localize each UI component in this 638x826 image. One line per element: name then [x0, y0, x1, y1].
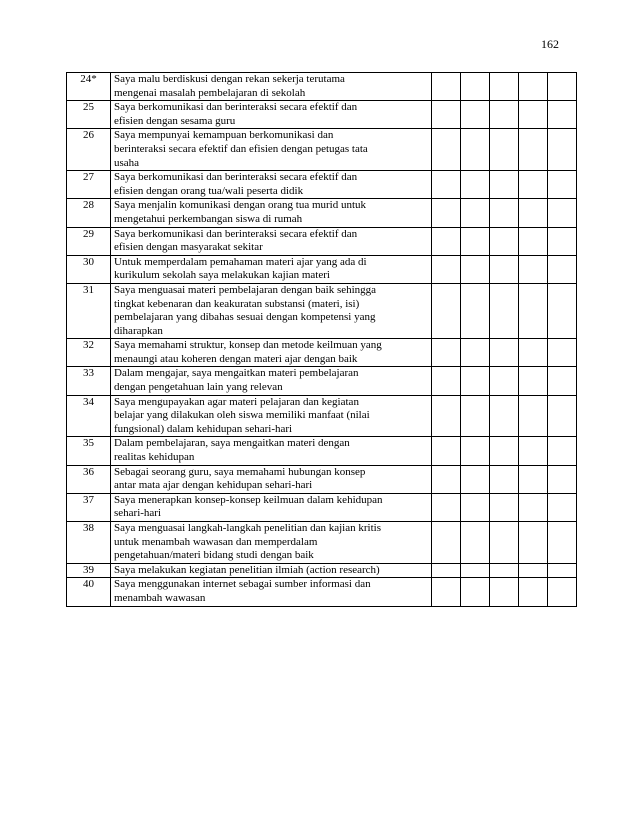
questionnaire-table	[66, 72, 577, 607]
response-cell[interactable]	[461, 255, 490, 283]
response-cell[interactable]	[461, 227, 490, 255]
item-statement	[111, 437, 432, 465]
response-cell[interactable]	[548, 578, 577, 606]
response-cell[interactable]	[519, 339, 548, 367]
statement-line: Saya berkomunikasi dan berinteraksi secara efektif dan	[114, 171, 358, 184]
statement-line: antar mata ajar dengan kehidupan sehari-hari	[114, 479, 313, 492]
response-cell[interactable]	[490, 101, 519, 129]
response-cell[interactable]	[519, 199, 548, 227]
item-statement	[111, 73, 432, 101]
table-row	[67, 129, 577, 171]
statement-line: Untuk memperdalam pemahaman materi ajar yang ada di	[114, 255, 367, 268]
statement-line: realitas kehidupan	[114, 451, 195, 464]
response-cell[interactable]	[461, 129, 490, 171]
item-number: 30	[67, 255, 111, 283]
response-cell[interactable]	[490, 395, 519, 437]
response-cell[interactable]	[519, 255, 548, 283]
response-cell[interactable]	[432, 437, 461, 465]
item-statement	[111, 171, 432, 199]
response-cell[interactable]	[432, 283, 461, 338]
statement-line: berinteraksi secara efektif dan efisien dengan petugas tata	[114, 142, 368, 155]
table-row	[67, 493, 577, 521]
response-cell[interactable]	[519, 367, 548, 395]
table-row	[67, 465, 577, 493]
response-cell[interactable]	[490, 367, 519, 395]
response-cell[interactable]	[432, 522, 461, 564]
response-cell[interactable]	[461, 465, 490, 493]
item-number: 39	[67, 563, 111, 578]
item-number: 35	[67, 437, 111, 465]
statement-line: Saya menguasai langkah-langkah penelitian dan kajian kritis	[114, 522, 381, 534]
statement-line: tingkat kebenaran dan keakuratan substansi (materi, isi)	[114, 297, 360, 310]
response-cell[interactable]	[548, 367, 577, 395]
item-statement	[111, 522, 432, 564]
response-cell[interactable]	[432, 578, 461, 606]
statement-line: fungsional) dalam kehidupan sehari-hari	[114, 422, 293, 435]
statement-line: Saya mengupayakan agar materi pelajaran dan kegiatan	[114, 395, 359, 408]
response-cell[interactable]	[548, 563, 577, 578]
item-number: 25	[67, 101, 111, 129]
item-number: 38	[67, 522, 111, 564]
response-cell[interactable]	[548, 493, 577, 521]
table-row	[67, 255, 577, 283]
response-cell[interactable]	[548, 129, 577, 171]
table-row	[67, 283, 577, 338]
response-cell[interactable]	[519, 522, 548, 564]
statement-line: Saya berkomunikasi dan berinteraksi secara efektif dan	[114, 101, 358, 114]
statement-line: mengenai masalah pembelajaran di sekolah	[114, 86, 306, 99]
statement-line: Saya berkomunikasi dan berinteraksi secara efektif dan	[114, 227, 358, 240]
response-cell[interactable]	[490, 255, 519, 283]
response-cell[interactable]	[432, 129, 461, 171]
response-cell[interactable]	[490, 578, 519, 606]
table-body	[67, 73, 577, 607]
response-cell[interactable]	[432, 563, 461, 578]
response-cell[interactable]	[490, 563, 519, 578]
item-statement	[111, 465, 432, 493]
item-statement	[111, 283, 432, 338]
response-cell[interactable]	[432, 73, 461, 101]
response-cell[interactable]	[519, 227, 548, 255]
response-cell[interactable]	[519, 73, 548, 101]
table-row	[67, 227, 577, 255]
table-row	[67, 437, 577, 465]
response-cell[interactable]	[461, 339, 490, 367]
item-number: 33	[67, 367, 111, 395]
response-cell[interactable]	[519, 129, 548, 171]
statement-line: Saya malu berdiskusi dengan rekan sekerja terutama	[114, 73, 345, 85]
item-number: 34	[67, 395, 111, 437]
response-cell[interactable]	[548, 101, 577, 129]
statement-line: belajar yang dilakukan oleh siswa memiliki manfaat (nilai	[114, 409, 370, 422]
response-cell[interactable]	[432, 171, 461, 199]
statement-line: Dalam pembelajaran, saya mengaitkan materi dengan	[114, 437, 350, 450]
response-cell[interactable]	[461, 578, 490, 606]
item-statement	[111, 199, 432, 227]
response-cell[interactable]	[432, 465, 461, 493]
statement-line: menambah wawasan	[114, 591, 206, 604]
statement-line: efisien dengan masyarakat sekitar	[114, 241, 263, 254]
statement-line: Saya menerapkan konsep-konsep keilmuan dalam kehidupan	[114, 493, 383, 506]
response-cell[interactable]	[519, 563, 548, 578]
response-cell[interactable]	[548, 437, 577, 465]
statement-line: Saya melakukan kegiatan penelitian ilmiah (action research)	[114, 563, 380, 576]
response-cell[interactable]	[490, 339, 519, 367]
table-row	[67, 522, 577, 564]
response-cell[interactable]	[519, 283, 548, 338]
response-cell[interactable]	[461, 522, 490, 564]
table-row	[67, 171, 577, 199]
item-number: 37	[67, 493, 111, 521]
item-number: 24*	[67, 73, 111, 101]
statement-line: Dalam mengajar, saya mengaitkan materi pembelajaran	[114, 367, 359, 380]
response-cell[interactable]	[490, 129, 519, 171]
item-number: 27	[67, 171, 111, 199]
response-cell[interactable]	[519, 465, 548, 493]
response-cell[interactable]	[519, 395, 548, 437]
statement-line: mengetahui perkembangan siswa di rumah	[114, 212, 303, 225]
statement-line: Saya menjalin komunikasi dengan orang tua murid untuk	[114, 199, 367, 212]
response-cell[interactable]	[490, 199, 519, 227]
statement-line: Saya menggunakan internet sebagai sumber informasi dan	[114, 578, 371, 591]
response-cell[interactable]	[490, 465, 519, 493]
response-cell[interactable]	[490, 283, 519, 338]
response-cell[interactable]	[432, 255, 461, 283]
response-cell[interactable]	[490, 522, 519, 564]
item-statement	[111, 339, 432, 367]
response-cell[interactable]	[461, 437, 490, 465]
item-statement	[111, 578, 432, 606]
item-number: 32	[67, 339, 111, 367]
response-cell[interactable]	[519, 493, 548, 521]
statement-line: Saya menguasai materi pembelajaran dengan baik sehingga	[114, 283, 377, 296]
response-cell[interactable]	[432, 101, 461, 129]
item-number: 40	[67, 578, 111, 606]
page-number: 162	[541, 37, 559, 51]
response-cell[interactable]	[548, 171, 577, 199]
response-cell[interactable]	[432, 339, 461, 367]
table-row	[67, 199, 577, 227]
response-cell[interactable]	[548, 227, 577, 255]
response-cell[interactable]	[548, 283, 577, 338]
statement-line: untuk menambah wawasan dan memperdalam	[114, 535, 318, 548]
statement-line: pengetahuan/materi bidang studi dengan baik	[114, 549, 314, 562]
response-cell[interactable]	[548, 255, 577, 283]
statement-line: kurikulum sekolah saya melakukan kajian materi	[114, 269, 330, 282]
statement-line: Sebagai seorang guru, saya memahami hubungan konsep	[114, 465, 366, 478]
table-row	[67, 101, 577, 129]
response-cell[interactable]	[519, 101, 548, 129]
item-statement	[111, 367, 432, 395]
response-cell[interactable]	[548, 73, 577, 101]
response-cell[interactable]	[548, 465, 577, 493]
response-cell[interactable]	[461, 563, 490, 578]
item-statement	[111, 255, 432, 283]
response-cell[interactable]	[490, 493, 519, 521]
response-cell[interactable]	[432, 227, 461, 255]
item-number: 26	[67, 129, 111, 171]
statement-line: diharapkan	[114, 324, 163, 337]
statement-line: efisien dengan sesama guru	[114, 114, 236, 127]
table-row	[67, 578, 577, 606]
response-cell[interactable]	[432, 199, 461, 227]
response-cell[interactable]	[548, 199, 577, 227]
statement-line: pembelajaran yang dibahas sesuai dengan kompetensi yang	[114, 311, 376, 324]
item-number: 28	[67, 199, 111, 227]
response-cell[interactable]	[519, 578, 548, 606]
item-statement	[111, 227, 432, 255]
item-number: 36	[67, 465, 111, 493]
table-row	[67, 339, 577, 367]
item-statement	[111, 101, 432, 129]
response-cell[interactable]	[490, 227, 519, 255]
statement-line: sehari-hari	[114, 507, 162, 520]
table-row	[67, 367, 577, 395]
response-cell[interactable]	[490, 171, 519, 199]
response-cell[interactable]	[461, 283, 490, 338]
item-statement	[111, 493, 432, 521]
response-cell[interactable]	[461, 395, 490, 437]
table-row	[67, 563, 577, 578]
response-cell[interactable]	[519, 171, 548, 199]
item-statement	[111, 395, 432, 437]
response-cell[interactable]	[432, 395, 461, 437]
item-statement	[111, 129, 432, 171]
response-cell[interactable]	[548, 339, 577, 367]
statement-line: Saya mempunyai kemampuan berkomunikasi dan	[114, 129, 334, 142]
response-cell[interactable]	[548, 395, 577, 437]
statement-line: dengan pengetahuan lain yang relevan	[114, 381, 283, 394]
response-cell[interactable]	[490, 437, 519, 465]
response-cell[interactable]	[461, 101, 490, 129]
table-row	[67, 395, 577, 437]
statement-line: Saya memahami struktur, konsep dan metode keilmuan yang	[114, 339, 382, 352]
table-row	[67, 73, 577, 101]
response-cell[interactable]	[461, 171, 490, 199]
statement-line: menaungi atau koheren dengan materi ajar dengan baik	[114, 352, 358, 365]
item-number: 31	[67, 283, 111, 338]
statement-line: efisien dengan orang tua/wali peserta didik	[114, 184, 304, 197]
statement-line: usaha	[114, 156, 140, 169]
response-cell[interactable]	[548, 522, 577, 564]
item-statement	[111, 563, 432, 578]
response-cell[interactable]	[461, 367, 490, 395]
response-cell[interactable]	[519, 437, 548, 465]
response-cell[interactable]	[461, 493, 490, 521]
response-cell[interactable]	[490, 73, 519, 101]
response-cell[interactable]	[461, 199, 490, 227]
response-cell[interactable]	[461, 73, 490, 101]
response-cell[interactable]	[432, 493, 461, 521]
item-number: 29	[67, 227, 111, 255]
response-cell[interactable]	[432, 367, 461, 395]
